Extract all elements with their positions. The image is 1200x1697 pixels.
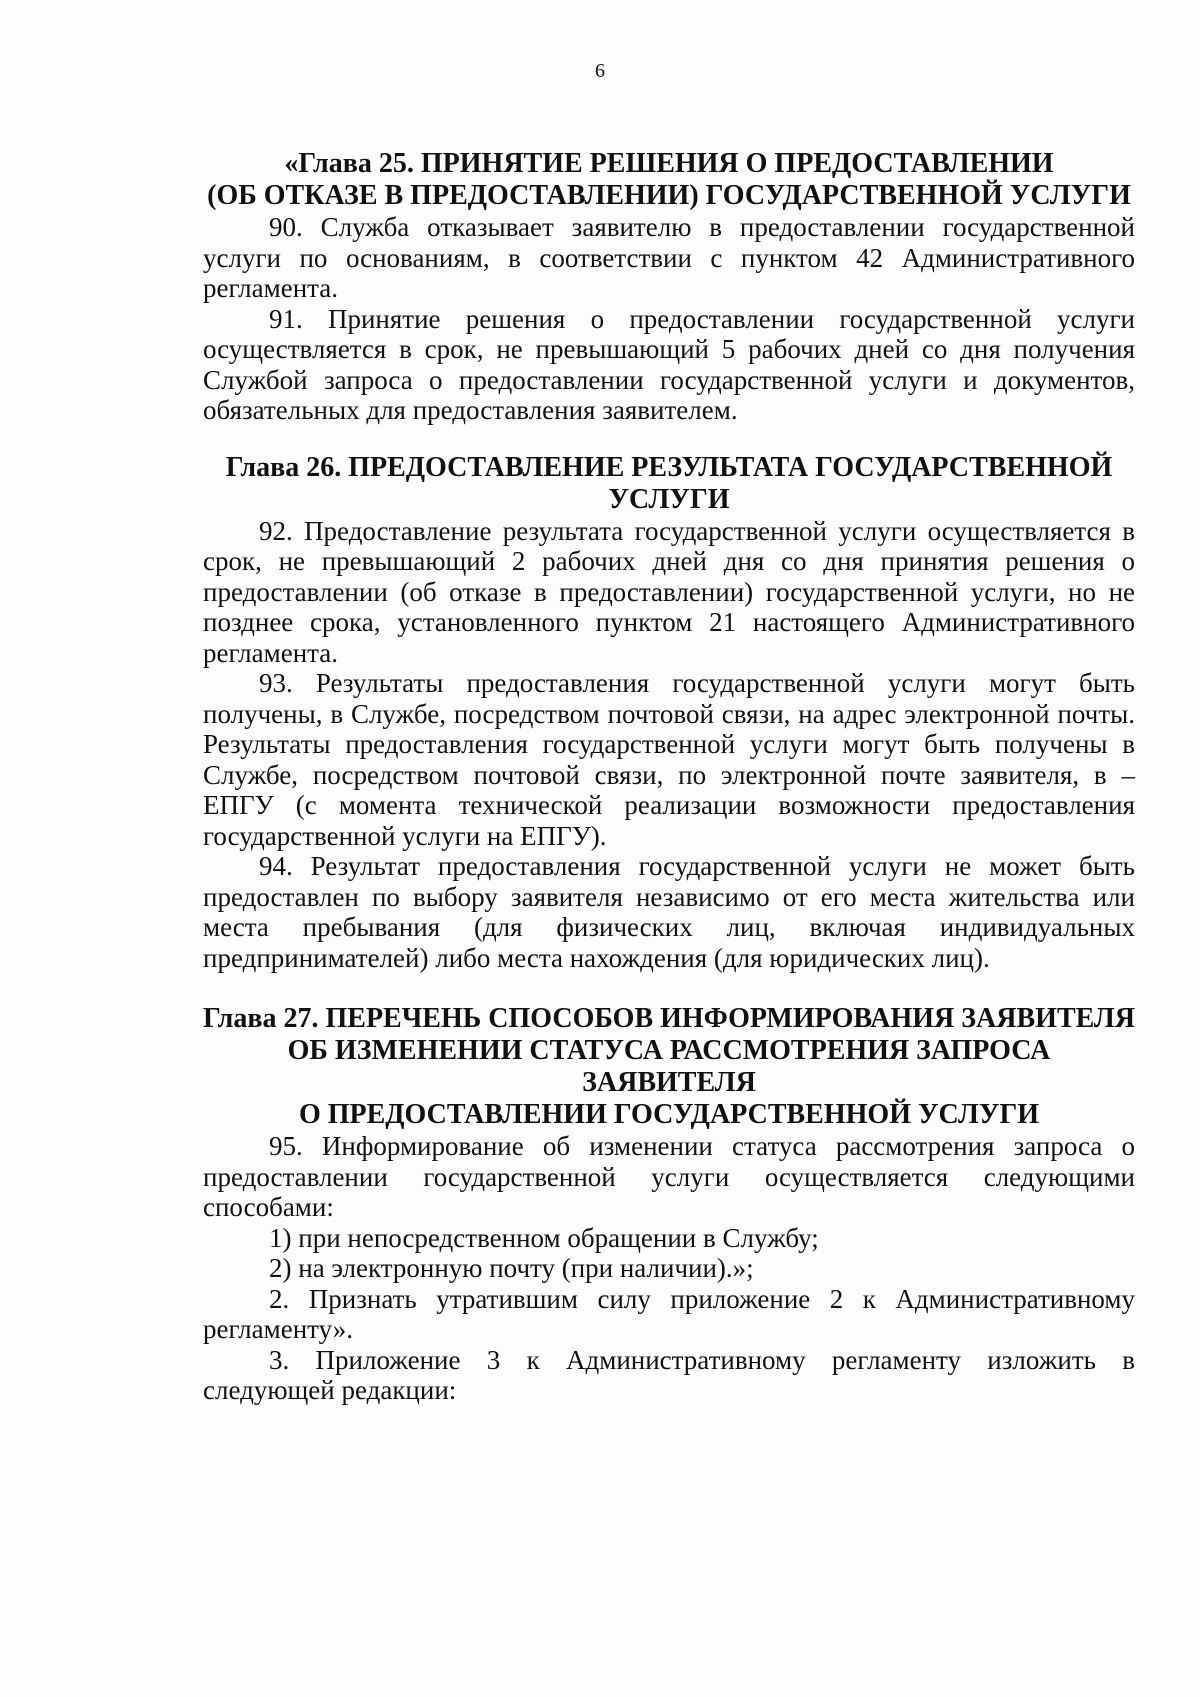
paragraph-90: 90. Служба отказывает заявителю в предоставлении государственной услуги по основаниям, в соответствии с пунктом 42 Административного регламента. [203, 212, 1135, 303]
chapter-25-heading [203, 148, 1135, 212]
paragraph-3: 3. Приложение 3 к Административному регламенту изложить в следующей редакции: [203, 1344, 1135, 1405]
chapter-25-heading-line-2: (ОБ ОТКАЗЕ В ПРЕДОСТАВЛЕНИИ) ГОСУДАРСТВЕННОЙ УСЛУГИ [207, 180, 1131, 211]
paragraph-93: 93. Результаты предоставления государственной услуги могут быть получены, в Службе, посредством почтовой связи, на адрес электронной почты. Результаты предоставления государственной услуги могут быть получены в Службе, посредством почтовой связи, по электронной почте заявителя, в – ЕПГУ (с момента технической реализации возможности предоставления государственной услуги на ЕПГУ). [203, 668, 1135, 851]
chapter-26-heading [203, 452, 1135, 516]
chapter-25-heading-line-1: «Глава 25. ПРИНЯТИЕ РЕШЕНИЯ О ПРЕДОСТАВЛЕНИИ [284, 148, 1054, 179]
paragraph-92: 92. Предоставление результата государственной услуги осуществляется в срок, не превышающий 2 рабочих дней дня со дня принятия решения о предоставлении (об отказе в предоставлении) государственной услуги, но не позднее срока, установленного пунктом 21 настоящего Административного регламента. [203, 515, 1135, 668]
paragraph-2: 2. Признать утратившим силу приложение 2 к Административному регламенту». [203, 1283, 1135, 1344]
chapter-26-heading-line-2: УСЛУГИ [608, 483, 730, 515]
paragraph-94: 94. Результат предоставления государственной услуги не может быть предоставлен по выбору заявителя независимо от его места жительства или места пребывания (для физических лиц, включая индивидуальных предпринимателей) либо места нахождения (для юридических лиц). [203, 851, 1135, 973]
chapter-26-heading-line-1: Глава 26. ПРЕДОСТАВЛЕНИЕ РЕЗУЛЬТАТА ГОСУДАРСТВЕННОЙ [225, 451, 1113, 483]
closing-provisions [203, 1284, 1135, 1406]
chapter-25 [203, 148, 1135, 426]
chapter-27 [203, 1003, 1135, 1284]
list-item-2: 2) на электронную почту (при наличии).»; [269, 1253, 754, 1283]
chapter-27-heading [203, 1003, 1135, 1131]
page-number: 6 [595, 60, 605, 82]
list-item-1: 1) при непосредственном обращении в Службу; [269, 1222, 819, 1253]
chapter-27-heading-line-3: О ПРЕДОСТАВЛЕНИИ ГОСУДАРСТВЕННОЙ УСЛУГИ [298, 1099, 1040, 1130]
paragraph-91: 91. Принятие решения о предоставлении государственной услуги осуществляется в срок, не превышающий 5 рабочих дней со дня получения Службой запроса о предоставлении государственной услуги и документов, обязательных для предоставления заявителем. [203, 303, 1135, 425]
paragraph-95: 95. Информирование об изменении статуса рассмотрения запроса о предоставлении государственной услуги осуществляется следующими способами: [203, 1131, 1135, 1222]
chapter-26 [203, 452, 1135, 974]
chapter-27-heading-line-2: ОБ ИЗМЕНЕНИИ СТАТУСА РАССМОТРЕНИЯ ЗАПРОСА ЗАЯВИТЕЛЯ [287, 1035, 1051, 1098]
chapter-27-heading-line-1: Глава 27. ПЕРЕЧЕНЬ СПОСОБОВ ИНФОРМИРОВАНИЯ ЗАЯВИТЕЛЯ [203, 1003, 1136, 1034]
document-body [203, 148, 1135, 1406]
